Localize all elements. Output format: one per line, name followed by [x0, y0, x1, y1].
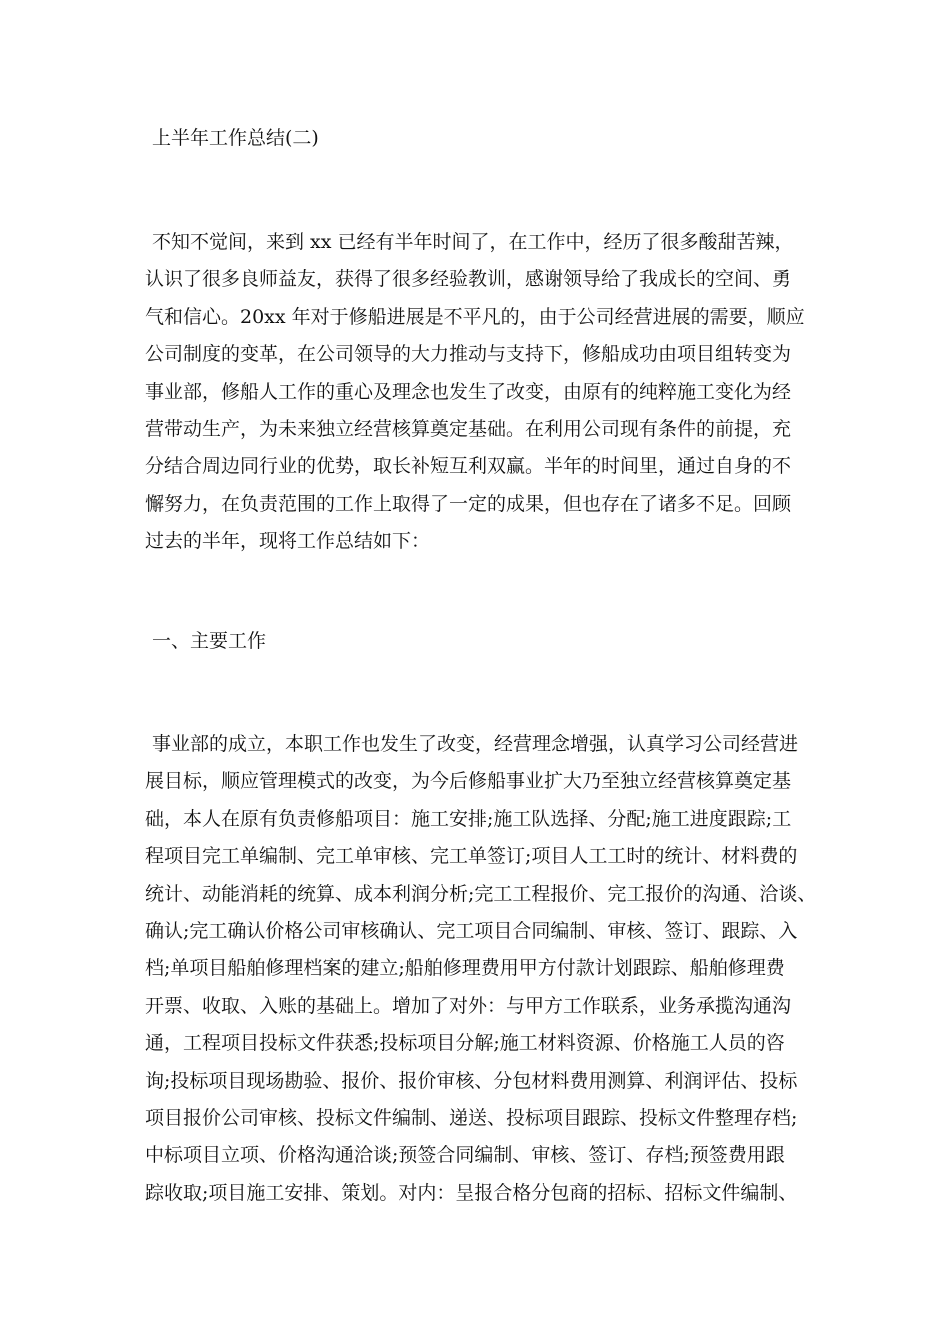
- paragraph-line: 不知不觉间，来到 xx 已经有半年时间了，在工作中，经历了很多酸甜苦辣，: [152, 231, 794, 253]
- paragraph-line: 踪收取;项目施工安排、策划。对内：呈报合格分包商的招标、招标文件编制、: [145, 1181, 798, 1204]
- paragraph-line: 开票、收取、入账的基础上。增加了对外：与甲方工作联系，业务承揽沟通沟: [145, 994, 792, 1017]
- paragraph-line: 分结合周边同行业的优势，取长补短互利双赢。半年的时间里，通过自身的不: [145, 455, 792, 478]
- paragraph-line: 事业部的成立，本职工作也发生了改变，经营理念增强，认真学习公司经营进: [152, 733, 799, 755]
- paragraph-line: 展目标，顺应管理模式的改变，为今后修船事业扩大乃至独立经营核算奠定基: [145, 770, 792, 793]
- paragraph-line: 营带动生产，为未来独立经营核算奠定基础。在利用公司现有条件的前提，充: [145, 418, 792, 441]
- paragraph-line: 确认;完工确认价格公司审核确认、完工项目合同编制、审核、签订、跟踪、入: [145, 920, 798, 943]
- document-title: 上半年工作总结(二): [152, 127, 319, 149]
- paragraph-line: 公司制度的变革，在公司领导的大力推动与支持下，修船成功由项目组转变为: [145, 343, 792, 366]
- paragraph-line: 事业部，修船人工作的重心及理念也发生了改变，由原有的纯粹施工变化为经: [145, 380, 792, 403]
- section-paragraph: [145, 726, 817, 1212]
- paragraph-line: 懈努力，在负责范围的工作上取得了一定的成果，但也存在了诸多不足。回顾: [145, 492, 792, 515]
- paragraph-line: 过去的半年，现将工作总结如下：: [145, 530, 431, 553]
- paragraph-line: 础，本人在原有负责修船项目：施工安排;施工队选择、分配;施工进度跟踪;工: [145, 807, 792, 830]
- paragraph-line: 气和信心。20xx 年对于修船进展是不平凡的，由于公司经营进展的需要，顺应: [145, 305, 805, 328]
- paragraph-line: 统计、动能消耗的统算、成本利润分析;完工工程报价、完工报价的沟通、洽谈、: [145, 882, 817, 905]
- section-heading: 一、主要工作: [152, 630, 267, 652]
- paragraph-line: 程项目完工单编制、完工单审核、完工单签订;项目人工工时的统计、材料费的: [145, 845, 798, 868]
- paragraph-line: 档;单项目船舶修理档案的建立;船舶修理费用甲方付款计划跟踪、船舶修理费: [145, 957, 785, 980]
- paragraph-line: 项目报价公司审核、投标文件编制、递送、投标项目跟踪、投标文件整理存档;: [145, 1107, 798, 1130]
- intro-paragraph: [145, 224, 805, 561]
- paragraph-line: 通，工程项目投标文件获悉;投标项目分解;施工材料资源、价格施工人员的咨: [145, 1032, 785, 1055]
- paragraph-line: 中标项目立项、价格沟通洽谈;预签合同编制、审核、签订、存档;预签费用跟: [145, 1144, 785, 1167]
- paragraph-line: 认识了很多良师益友，获得了很多经验教训，感谢领导给了我成长的空间、勇: [145, 268, 792, 291]
- paragraph-line: 询;投标项目现场勘验、报价、报价审核、分包材料费用测算、利润评估、投标: [145, 1069, 798, 1092]
